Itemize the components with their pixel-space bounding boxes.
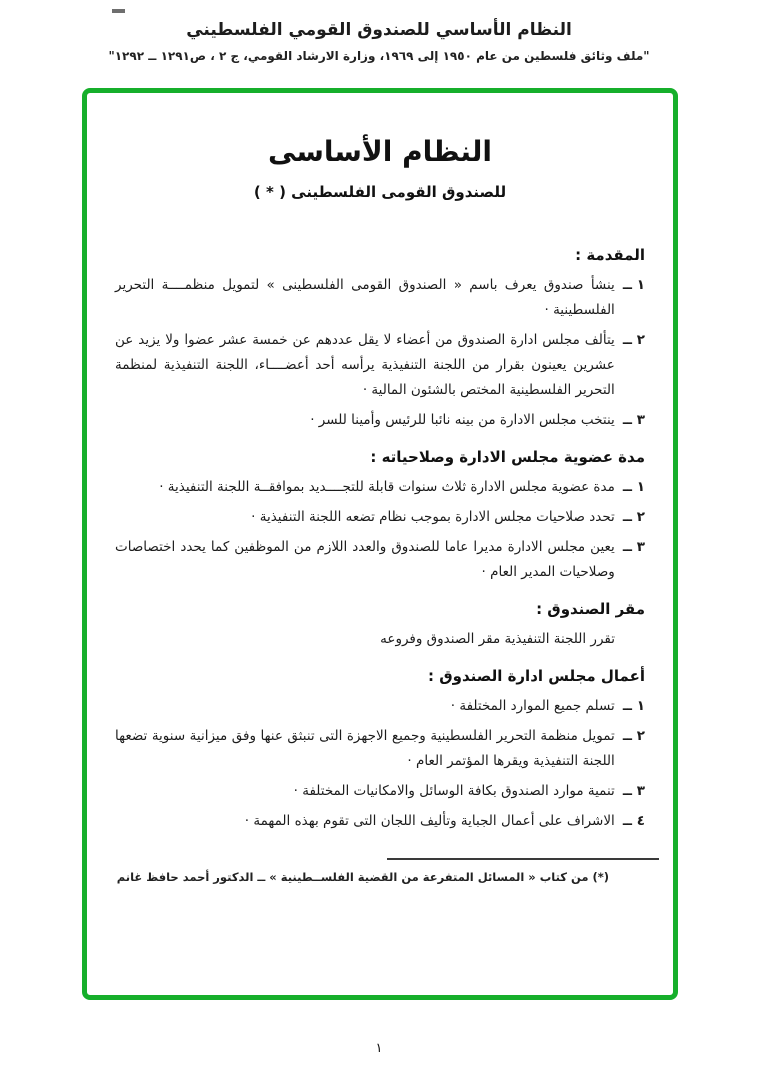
page-header-title: النظام الأساسي للصندوق القومي الفلسطيني <box>186 20 572 40</box>
footnote-area <box>115 858 645 886</box>
footnote-text: (*) من كتاب « المسائل المتفرعة من القضية الفلســطينية » ــ الدكتور أحمد حافظ غانم <box>116 870 609 884</box>
list-item-marker: ٢ ــ <box>622 332 645 348</box>
list-item <box>115 694 645 719</box>
list-item <box>115 724 645 774</box>
list-item-marker: ١ ــ <box>622 698 645 714</box>
section-heading: مدة عضوية مجلس الادارة وصلاحياته : <box>370 448 645 466</box>
section-heading: المقدمة : <box>575 246 645 264</box>
list-item-marker: ١ ــ <box>622 479 645 495</box>
list-item-marker: ٣ ــ <box>622 412 645 428</box>
section-paragraph: تقرر اللجنة التنفيذية مقر الصندوق وفروعه <box>380 631 615 647</box>
list-item-text: تحدد صلاحيات مجلس الادارة بموجب نظام تضعه اللجنة التنفيذية · <box>251 509 615 525</box>
footnote-separator-rule <box>387 858 659 860</box>
list-item <box>115 535 645 585</box>
list-item <box>115 779 645 804</box>
list-item-text: يتألف مجلس ادارة الصندوق من أعضاء لا يقل عددهم عن خمسة عشر عضوا ولا يزيد عن عشرين يعينون بقرار من اللجنة التنفيذية يرأسه أحد أعضــــاء، اللجنة التنفيذية لمنظمة التحرير الفلسطينية المختص بالشئون المالية · <box>115 332 615 398</box>
document-subtitle: للصندوق القومى الفلسطينى ( * ) <box>253 183 507 201</box>
list-item-text: تمويل منظمة التحرير الفلسطينية وجميع الاجهزة التى تنبثق عنها وفق ميزانية سنوية تضعها اللجنة التنفيذية ويقرها المؤتمر العام · <box>115 728 615 769</box>
list-item-marker: ٢ ــ <box>622 728 645 744</box>
page-number: ١ <box>375 1041 383 1056</box>
list-item-text: تنمية موارد الصندوق بكافة الوسائل والامكانيات المختلفة · <box>293 783 615 799</box>
highlight-frame <box>82 88 678 1000</box>
list-item <box>115 273 645 323</box>
section-board-functions <box>115 664 645 834</box>
list-item-text: ينتخب مجلس الادارة من بينه نائبا للرئيس وأمينا للسر · <box>310 412 615 428</box>
page-header-source-citation: "ملف وثائق فلسطين من عام ١٩٥٠ إلى ١٩٦٩، وزارة الارشاد القومي، ج ٢ ، ص١٢٩١ ــ ١٢٩٢" <box>108 49 650 63</box>
list-item <box>115 408 645 433</box>
document-title: النظام الأساسى <box>268 135 492 168</box>
section-board-term <box>115 445 645 585</box>
list-item-marker: ٣ ــ <box>622 539 645 555</box>
list-item-text: تسلم جميع الموارد المختلفة · <box>450 698 615 714</box>
list-item <box>115 505 645 530</box>
list-item-marker: ١ ــ <box>622 277 645 293</box>
section-heading: مقر الصندوق : <box>536 600 645 618</box>
section-intro <box>115 243 645 433</box>
list-item-marker: ٤ ــ <box>622 813 645 829</box>
list-item <box>115 475 645 500</box>
document-sections <box>115 243 645 834</box>
list-item-text: مدة عضوية مجلس الادارة ثلاث سنوات قابلة للتجــــديد بموافقــة اللجنة التنفيذية · <box>159 479 615 495</box>
list-item <box>115 809 645 834</box>
list-item-text: الاشراف على أعمال الجباية وتأليف اللجان التى تقوم بهذه المهمة · <box>244 813 615 829</box>
scan-artifact-mark <box>112 9 125 13</box>
list-item-text: يعين مجلس الادارة مديرا عاما للصندوق والعدد اللازم من الموظفين كما يحدد اختصاصات وصلاحيات المدير العام · <box>115 539 615 580</box>
section-fund-hq <box>115 597 645 652</box>
list-item-text: ينشأ صندوق يعرف باسم « الصندوق القومى الفلسطينى » لتمويل منظمــــة التحرير الفلسطينية · <box>115 277 615 318</box>
section-heading: أعمال مجلس ادارة الصندوق : <box>428 667 645 685</box>
list-item-marker: ٣ ــ <box>622 783 645 799</box>
list-item <box>115 328 645 403</box>
list-item-marker: ٢ ــ <box>622 509 645 525</box>
page-header <box>0 20 758 63</box>
